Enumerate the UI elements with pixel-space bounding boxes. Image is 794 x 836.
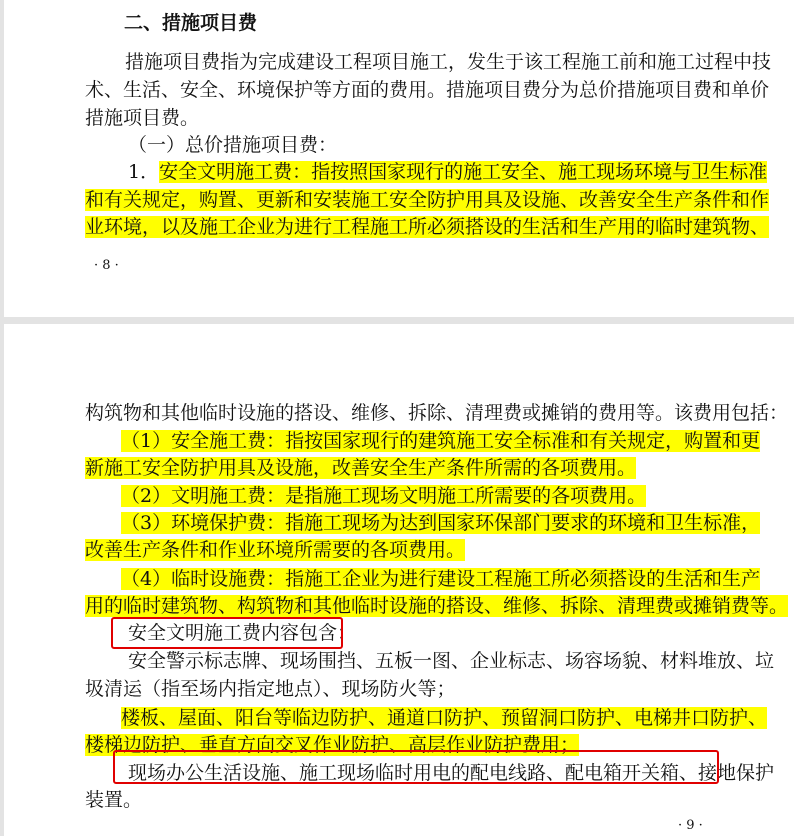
- highlighted-text: 楼板、屋面、阳台等临边防护、通道口防护、预留洞口防护、电梯井口防护、: [121, 707, 768, 729]
- paragraph-line: 措施项目费。: [85, 107, 200, 129]
- document-page-8: [4, 0, 794, 317]
- section-heading: 二、措施项目费: [124, 12, 258, 34]
- highlighted-line: [121, 705, 767, 731]
- red-annotation-box: [113, 750, 719, 784]
- highlighted-line: [121, 428, 760, 454]
- highlighted-text: （2）文明施工费：是指施工现场文明施工所需要的各项费用。: [121, 485, 647, 507]
- red-annotation-box: [111, 617, 343, 649]
- highlighted-line: [121, 566, 760, 592]
- item-number: 1．: [128, 161, 160, 183]
- paragraph-line: 装置。: [85, 789, 143, 811]
- content-title: 安全文明施工费内容包含：: [128, 622, 357, 644]
- highlighted-text: 新施工安全防护用具及设施，改善安全生产条件所需的各项费用。: [85, 457, 637, 479]
- list-item: [128, 159, 767, 185]
- paragraph-line: 术、生活、安全、环境保护等方面的费用。措施项目费分为总价措施项目费和单价: [85, 79, 770, 101]
- document-page-9: [4, 324, 794, 836]
- highlighted-line: [85, 455, 636, 481]
- highlighted-text: 业环境，以及施工企业为进行工程施工所必须搭设的生活和生产用的临时建筑物、: [85, 216, 770, 238]
- highlighted-line: [121, 483, 646, 509]
- highlighted-text: 楼梯边防护、垂直方向交叉作业防护、高层作业防护费用；: [85, 734, 580, 756]
- paragraph-line: 圾清运（指至场内指定地点）、现场防火等；: [85, 678, 456, 700]
- paragraph-line: 措施项目费指为完成建设工程项目施工，发生于该工程施工前和施工过程中技: [125, 51, 772, 73]
- page-number: · 9 ·: [678, 818, 703, 833]
- page-number: · 8 ·: [94, 258, 119, 273]
- highlighted-text: （1）安全施工费：指按国家现行的建筑施工安全标准和有关规定，购置和更: [121, 430, 761, 452]
- highlighted-text: 和有关规定，购置、更新和安装施工安全防护用具及设施、改善安全生产条件和作: [85, 189, 770, 211]
- paragraph-line: 安全警示标志牌、现场围挡、五板一图、企业标志、场容场貌、材料堆放、垃: [128, 650, 775, 672]
- highlighted-text: 用的临时建筑物、构筑物和其他临时设施的搭设、维修、拆除、清理费或摊销费等。: [85, 595, 789, 617]
- highlighted-text: （4）临时设施费：指施工企业为进行建设工程施工所必须搭设的生活和生产: [121, 568, 761, 590]
- highlighted-text: 安全文明施工费：指按照国家现行的施工安全、施工现场环境与卫生标准: [159, 161, 768, 183]
- paragraph-line: 构筑物和其他临时设施的搭设、维修、拆除、清理费或摊销的费用等。该费用包括：: [85, 402, 789, 424]
- paragraph-line: 现场办公生活设施、施工现场临时用电的配电线路、配电箱开关箱、接地保护: [128, 762, 775, 784]
- highlighted-line: [85, 187, 769, 213]
- highlighted-line: [85, 537, 465, 563]
- highlighted-line: [85, 214, 769, 240]
- highlighted-text: （3）环境保护费：指施工现场为达到国家环保部门要求的环境和卫生标准，: [121, 512, 761, 534]
- highlighted-line: [121, 510, 760, 536]
- highlighted-line: [85, 593, 788, 619]
- highlighted-text: 改善生产条件和作业环境所需要的各项费用。: [85, 539, 466, 561]
- subsection-heading: （一）总价措施项目费：: [128, 134, 338, 156]
